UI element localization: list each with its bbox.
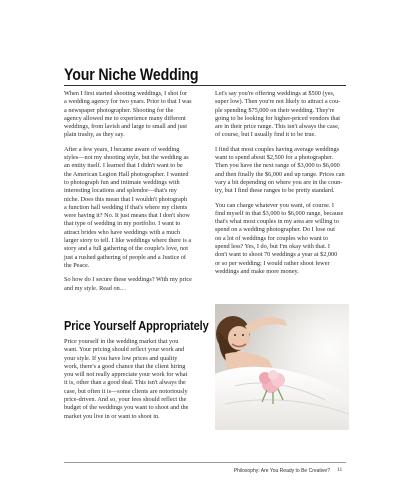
right-column [215, 90, 349, 282]
paragraph: So how do I secure these weddings? With my price and my style. Read on… [64, 276, 192, 292]
page-title: Your Niche Wedding [64, 66, 199, 84]
section-column [64, 338, 198, 427]
left-column [64, 90, 198, 299]
paragraph: After a few years, I became aware of wedding styles—not my shooting style, but the wedding as an entity itself. I learned that I didn't want to be the American Legion Hall photographer. I wanted to photograph fun and intimate weddings with interesting locations and splendor—that's my niche. Does this mean that I wouldn't photograph a function hall wedding if that's where my clients were having it? No. It just means that I don't show that type of wedding in my portfolio. I want to attract brides who have weddings with a much larger story to tell. I like weddings where there is a story and a full gathering of the couple's love, not just a rushed gathering of people and a Justice of the Peace. [64, 145, 192, 269]
paragraph: Let's say you're offering weddings at $500 (yes, super low). Then you're not likely to attract a cou- ple spending $75,000 on their wedding. They're going to be looking for higher-priced vendors that are in their price range. This isn't always the case, of course, but I usually find it to be true. [215, 90, 341, 139]
running-footer: Philosophy: Are You Ready to Be Creative? [233, 468, 330, 474]
section-heading: Price Yourself Appropriately [64, 319, 209, 333]
page-number: 11 [337, 467, 343, 473]
paragraph: You can charge whatever you want, of course. I find myself in that $3,000 to $6,000 range, because that's what most couples in my area are willing to spend on a wedding photographer. Do I lose out on a lot of weddings for couples who want to spend less? Yes, I do, but I'm okay with that. I don't want to shoot 70 weddings a year at $2,000 or so per wedding; I would rather shoot fewer weddings and make more money. [215, 201, 344, 275]
paragraph: Price yourself in the wedding market that you want. Your pricing should reflect your work and your style. If you have low prices and quality work, there's a good chance that the client hiring you will not really appreciate your work for what it is, other than a good deal. This isn't always the case, but often it is—some clients are notoriously price-driven. And so, your fees should reflect the budget of the weddings you want to shoot and the market you live in or want to shoot in. [64, 338, 189, 420]
bride-photo [215, 304, 349, 430]
title-underline [64, 85, 346, 86]
paragraph: When I first started shooting weddings, I shot for a wedding agency for two years. Prior to that I was a newspaper photographer. Shooting for the agency allowed me to experience many different weddings, from lavish and large to small and just plain trashy, as they say. [64, 90, 192, 139]
footer-rule [64, 462, 346, 463]
paragraph: I find that most couples having average weddings want to spend about $2,500 for a photographer. Then you have the next range of $3,000 to $6,000 and then finally the $6,000 and up range. Prices can vary a bit depending on where you are in the coun- try, but I find these ranges to be pretty standard. [215, 145, 345, 195]
